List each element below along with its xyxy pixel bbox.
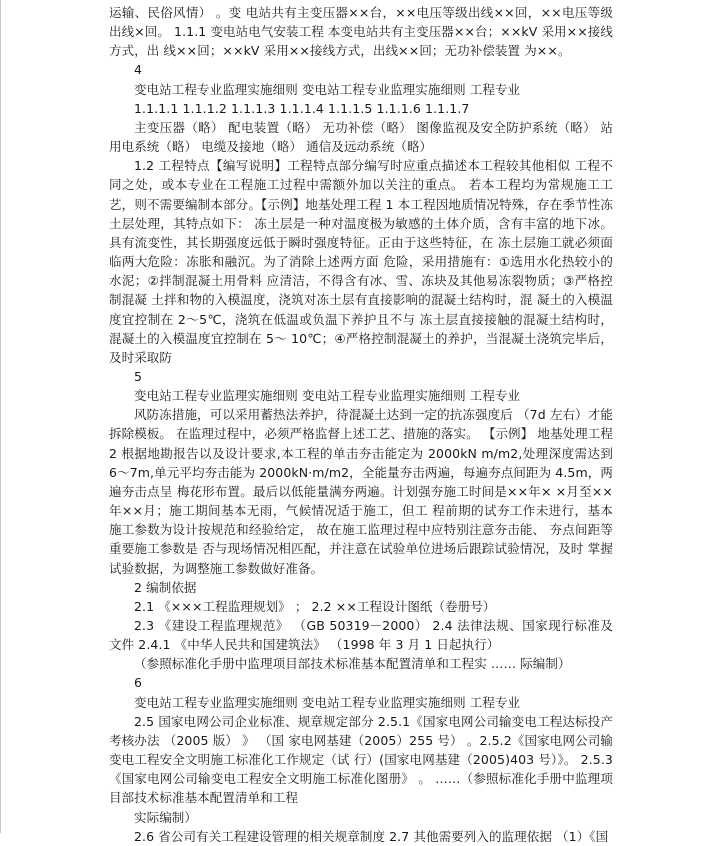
- paragraph: 运输、民俗风情） 。变 电站共有主变压器××台，××电压等级出线××回，××电压等级 出线×回。 1.1.1 变电站电气安装工程 本变电站共有主变压器××台；××kV 采用××接线方式，出 线××回；××kV 采用××接线方式，出线××回；无功补偿装置 为××。: [109, 5, 614, 59]
- paragraph: （参照标准化手册中监理项目部技术标准基本配置清单和工程实 …… 际编制）: [134, 656, 571, 672]
- section-heading: 2 编制依据: [134, 579, 197, 595]
- paragraph: 风防冻措施，可以采用蓄热法养护，待混凝土达到一定的抗冻强度后 （7d 左右）才能拆除模板。 在监理过程中，必须严格监督上述工艺、措施的落实。 【示例】 地基处理工程 2 根据地勘报告以及设计要求,本工程的单击夯击能定为 2000kN m/m2,处理深度需达到 6～7m,单元平均夯击能为 2000kN·m/m2，全能量夯击两遍，每遍夯点间距为 4.5m，两遍夯击点呈 梅花形布置。最后以低能量满夯两遍。计划强夯施工时间是××年× ×月至××年××月；施工期间基本无雨，气候情况适于施工，但工 程前期的试夯工作未进行，基本施工参数为设计按规范和经验给定， 故在施工监理过程中应特别注意夯击能、 夯点间距等重要施工参数是 否与现场情况相匹配，并注意在试验单位进场后跟踪试验情况，及时 掌握试验数据，为调整施工参数做好准备。: [109, 407, 613, 576]
- running-header: 变电站工程专业监理实施细则 变电站工程专业监理实施细则 工程专业: [134, 388, 521, 404]
- page-number: 5: [134, 368, 143, 384]
- paragraph: 1.2 工程特点【编写说明】工程特点部分编写时应重点描述本工程较其他相似 工程不同之处，或本专业在工程施工过程中需额外加以关注的重点。 若本工程均为常规施工工艺，则不需要编制本部分。【示例】地基处理工程 1 本工程因地质情况特殊，存在季节性冻土层处理，其特点如下： 冻土层是一种对温度极为敏感的土体介质，含有丰富的地下冰。 具有流变性，其长期强度远低于瞬时强度特征。正由于这些特征，在 冻土层施工就必须面临两大危险：冻胀和融沉。为了消除上述两方面 危险，采用措施有：①选用水化热较小的水泥；②拌制混凝土用骨料 应清洁，不得含有冰、雪、冻块及其他易冻裂物质；③严格控制混凝 土拌和物的入模温度，浇筑对冻土层有直接影响的混凝土结构时，混 凝土的入模温度宜控制在 2～5℃，浇筑在低温或负温下养护且不与 冻土层直接接触的混凝土结构时，混凝土的入模温度宜控制在 5～ 10℃；④严格控制混凝土的养护，当混凝土浇筑完毕后，及时采取防: [109, 158, 613, 365]
- paragraph: 2.1 《×××工程监理规划》 ； 2.2 ××工程设计图纸（卷册号）: [134, 598, 496, 614]
- running-header: 变电站工程专业监理实施细则 变电站工程专业监理实施细则 工程专业: [134, 81, 521, 97]
- paragraph: 实际编制）: [134, 809, 198, 825]
- running-header: 变电站工程专业监理实施细则 变电站工程专业监理实施细则 工程专业: [134, 694, 521, 710]
- page-number: 4: [134, 62, 143, 78]
- paragraph: 主变压器（略） 配电装置（略） 无功补偿（略） 图像监视及安全防护系统（略） 站用电系统（略） 电缆及接地（略） 通信及远动系统（略）: [109, 119, 613, 155]
- paragraph: 2.5 国家电网公司企业标准、规章规定部分 2.5.1《国家电网公司输变电工程达标投产考核办法 （2005 版） 》 （国 家电网基建（2005）255 号） 。2.5.2《国家电网公司输变电工程安全文明施工标准化工作规定（试 行）(国家电网基建（2005)403 号）》。 2.5.3《国家电网公司输变电工程安全文明施工标准化图册》 。 ……（参照标准化手册中监理项目部技术标准基本配置清单和工程: [109, 713, 613, 806]
- paragraph: 2.6 省公司有关工程建设管理的相关规章制度 2.7 其他需要列入的监理依据 （1）《国: [134, 828, 609, 844]
- section-numbers: 1.1.1.1 1.1.1.2 1.1.1.3 1.1.1.4 1.1.1.5 1.1.1.6 1.1.1.7: [134, 100, 470, 116]
- paragraph: 2.3 《建设工程监理规范》 （GB 50319－2000） 2.4 法律法规、国家现行标准及文件 2.4.1 《中华人民共和国建筑法》 （1998 年 3 月 1 日起执行）: [109, 618, 613, 653]
- page-number: 6: [134, 675, 143, 691]
- document-body: [109, 3, 613, 846]
